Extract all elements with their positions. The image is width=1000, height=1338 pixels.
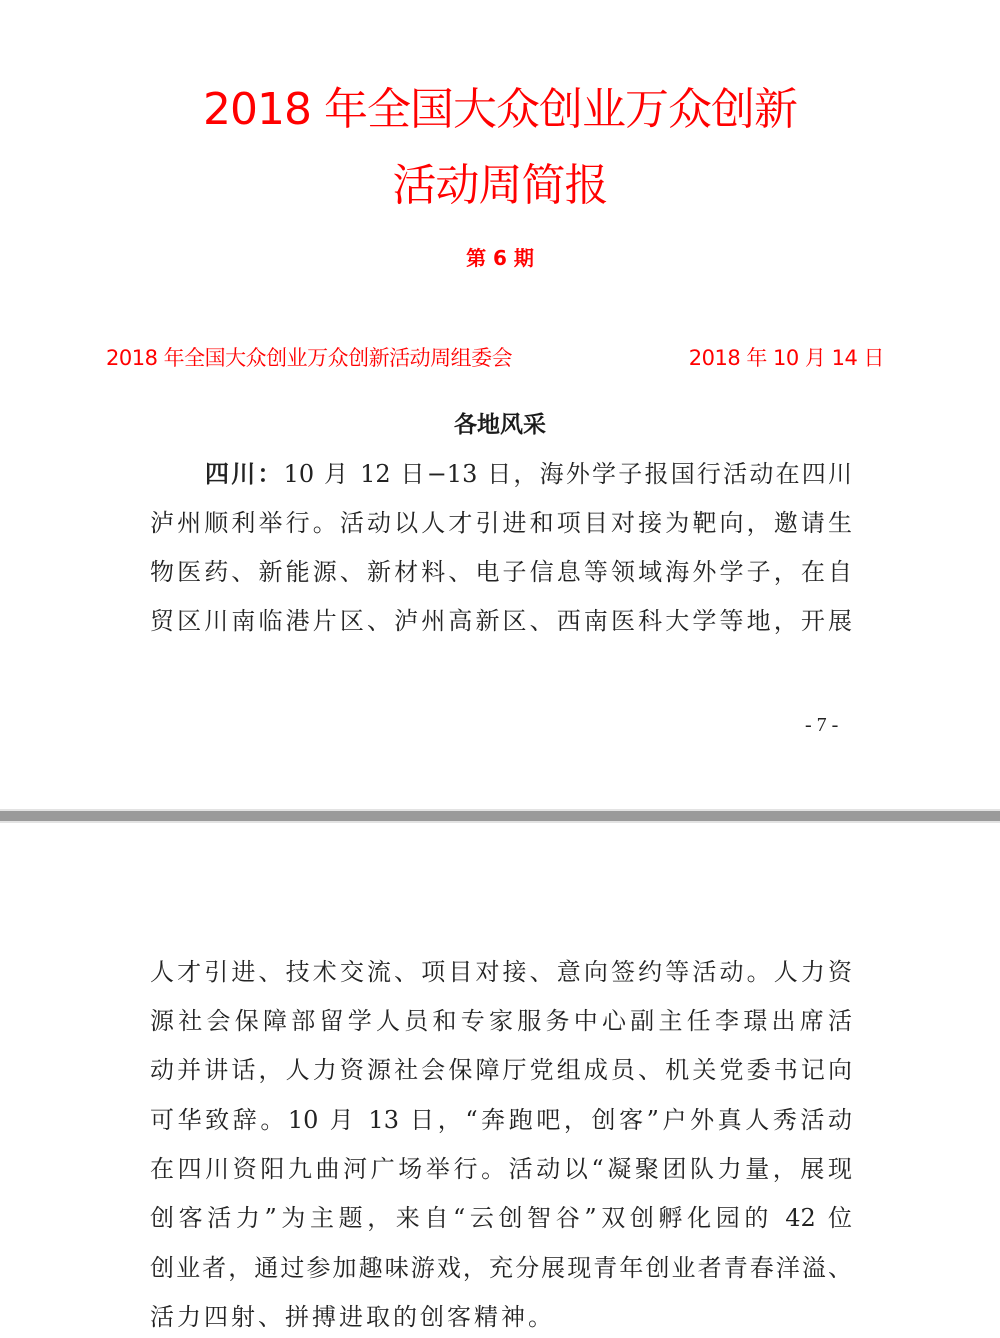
- paragraph-line: 创业者，通过参加趣味游戏，充分展现青年创业者青春洋溢、: [150, 1254, 852, 1282]
- document-page-8: [0, 823, 1000, 1338]
- paragraph-line: 贸区川南临港片区、泸州高新区、西南医科大学等地，开展: [150, 607, 852, 635]
- page-separator: [0, 809, 1000, 823]
- paragraph-line-last: 活力四射、拼搏进取的创客精神。: [150, 1303, 555, 1331]
- issue-number: 第 6 期: [466, 246, 534, 270]
- paragraph-line: 创客活力”为主题，来自“云创智谷”双创孵化园的 42 位: [150, 1204, 852, 1232]
- paragraph-line: 可华致辞。10 月 13 日，“奔跑吧，创客”户外真人秀活动: [150, 1106, 852, 1134]
- paragraph-line: 动并讲话，人力资源社会保障厅党组成员、机关党委书记向: [150, 1056, 852, 1084]
- paragraph-line: 人才引进、技术交流、项目对接、意向签约等活动。人力资: [150, 958, 852, 986]
- paragraph-line: [205, 459, 852, 489]
- page-number: - 7 -: [805, 714, 839, 736]
- briefing-title-line-2: 活动周简报: [392, 160, 608, 211]
- paragraph-line-text: 10 月 12 日−13 日，海外学子报国行活动在四川: [283, 460, 852, 488]
- paragraph-lead-region: 四川：: [205, 460, 284, 488]
- paragraph-line: 物医药、新能源、新材料、电子信息等领域海外学子，在自: [150, 558, 852, 586]
- publish-date: 2018 年 10 月 14 日: [688, 346, 884, 370]
- section-heading: 各地风采: [454, 412, 546, 438]
- organizer-name: 2018 年全国大众创业万众创新活动周组委会: [106, 346, 513, 370]
- paragraph-line: 在四川资阳九曲河广场举行。活动以“凝聚团队力量，展现: [150, 1155, 852, 1183]
- paragraph-line: 源社会保障部留学人员和专家服务中心副主任李璟出席活: [150, 1007, 852, 1035]
- paragraph-line: 泸州顺利举行。活动以人才引进和项目对接为靶向，邀请生: [150, 509, 852, 537]
- briefing-title-line-1: 2018 年全国大众创业万众创新: [203, 84, 797, 135]
- page-separator-bar: [0, 811, 1000, 821]
